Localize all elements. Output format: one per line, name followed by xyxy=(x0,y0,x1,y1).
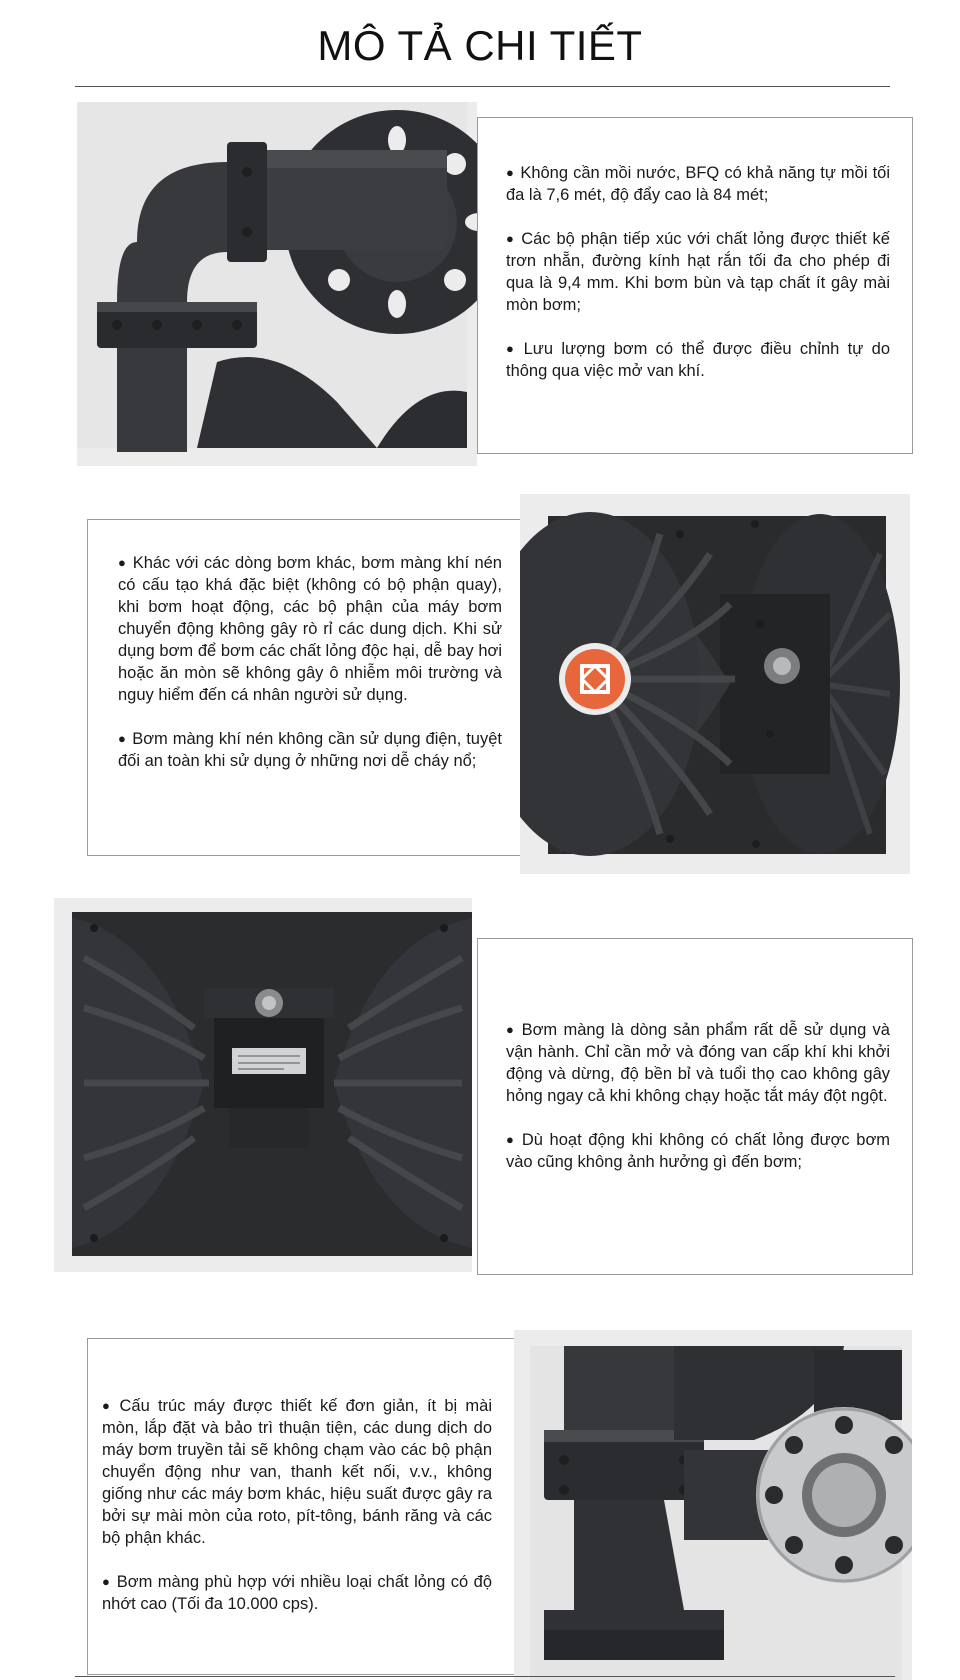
bullet-item: ● Bơm màng là dòng sản phẩm rất dễ sử dụng và vận hành. Chỉ cần mở và đóng van cấp khí khi khởi động và dừng, độ bền bỉ và tuổi thọ cao không gây hỏng ngay cả khi không chạy hoặc tắt máy đột ngột. xyxy=(506,1021,890,1105)
bullet-item: ● Lưu lượng bơm có thể được điều chỉnh tự do thông qua việc mở van khí. xyxy=(506,340,891,380)
bullet-item: ● Các bộ phận tiếp xúc với chất lỏng được thiết kế trơn nhẵn, đường kính hạt rắn tối đa cho phép đi qua là 9,4 mm. Khi bơm bùn và tạp chất ít gây mài mòn bơm; xyxy=(506,230,890,314)
bullet-icon: ● xyxy=(102,1574,111,1589)
bullet-icon: ● xyxy=(118,555,127,570)
pump-diaphragm-housing-photo xyxy=(520,494,910,874)
section-4-text-panel xyxy=(87,1338,521,1675)
section-2-text-panel xyxy=(87,519,521,856)
bullet-icon: ● xyxy=(118,731,127,746)
bullet-icon: ● xyxy=(506,165,515,180)
title-divider xyxy=(75,86,890,87)
bullet-item: ● Khác với các dòng bơm khác, bơm màng khí nén có cấu tạo khá đặc biệt (không có bộ phận quay), khi bơm hoạt động, các bộ phận của máy bơm chuyển động không gây rò rỉ các dung dịch. Khi sử dụng bơm để bơm các chất lỏng độc hại, dễ bay hơi hoặc ăn mòn sẽ không gây ô nhiễm môi trường và nguy hiểm đến cá nhân người sử dụng. xyxy=(118,554,502,704)
section-3-text-panel xyxy=(477,938,913,1275)
bullet-item: ● Không cần mồi nước, BFQ có khả năng tự mồi tối đa là 7,6 mét, độ đẩy cao là 84 mét; xyxy=(506,164,890,204)
bullet-item: ● Bơm màng khí nén không cần sử dụng điện, tuyệt đối an toàn khi sử dụng ở những nơi dễ cháy nổ; xyxy=(118,730,502,770)
pump-elbow-flange-photo xyxy=(77,102,477,466)
bullet-item: ● Bơm màng phù hợp với nhiều loại chất lỏng có độ nhớt cao (Tối đa 10.000 cps). xyxy=(102,1573,492,1613)
pump-front-view-photo xyxy=(54,898,472,1272)
bullet-item: ● Dù hoạt động khi không có chất lỏng được bơm vào cũng không ảnh hưởng gì đến bơm; xyxy=(506,1131,891,1171)
bullet-icon: ● xyxy=(506,231,516,246)
bullet-icon: ● xyxy=(506,1132,516,1147)
section-1-text-panel xyxy=(477,117,913,454)
bullet-icon: ● xyxy=(506,1022,516,1037)
pump-base-flange-photo xyxy=(514,1330,912,1680)
bullet-icon: ● xyxy=(102,1398,114,1413)
bullet-item: ● Cấu trúc máy được thiết kế đơn giản, ít bị mài mòn, lắp đặt và bảo trì thuận tiện, các dung dịch do máy bơm truyền tải sẽ không chạm vào các bộ phận chuyển động như van, thanh kết nối, v.v., không giống như các máy bơm khác, hiệu suất được gây ra bởi sự mài mòn của roto, pít-tông, bánh răng và các bộ phận khác. xyxy=(102,1397,492,1547)
bullet-icon: ● xyxy=(506,341,518,356)
bottom-divider xyxy=(75,1676,895,1677)
page-title: MÔ TẢ CHI TIẾT xyxy=(317,22,643,69)
